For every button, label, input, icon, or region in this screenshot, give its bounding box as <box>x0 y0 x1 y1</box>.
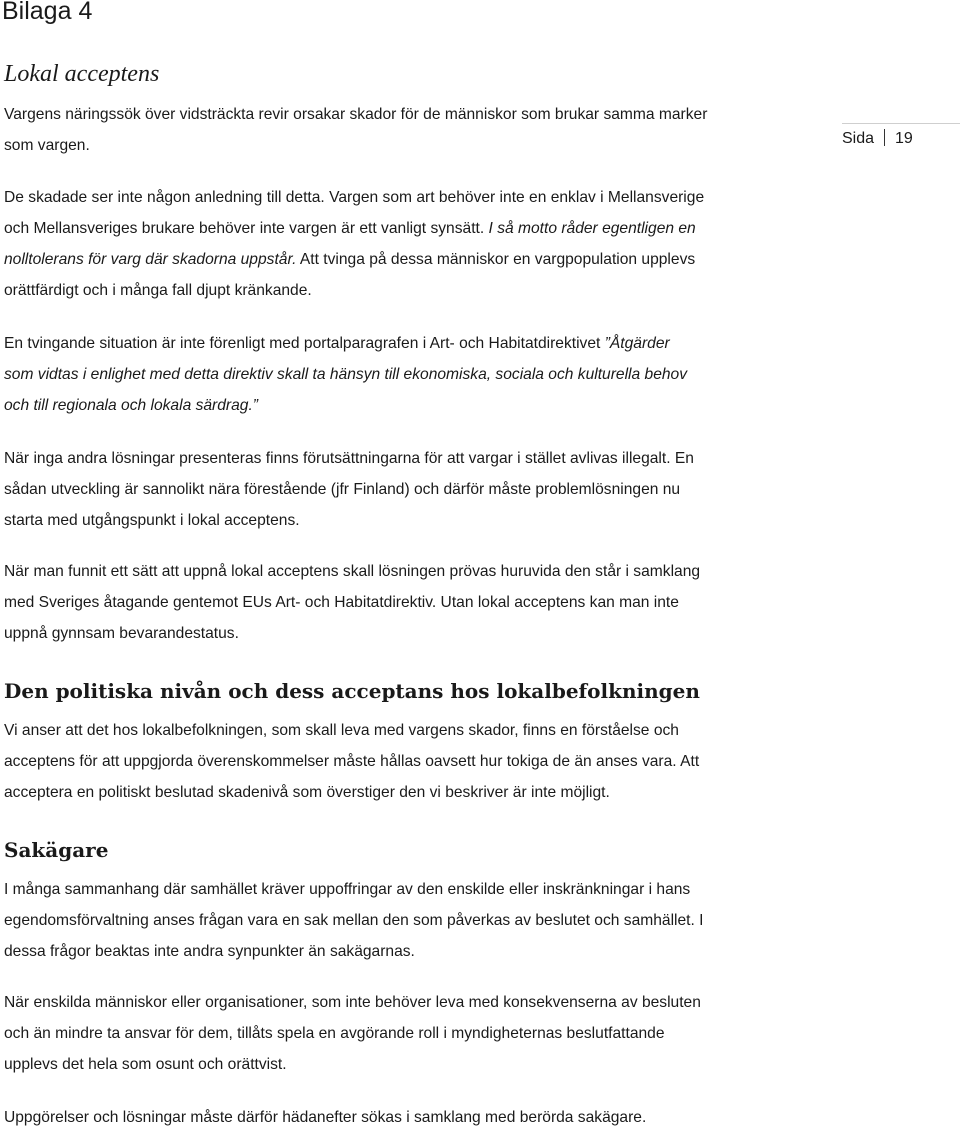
text-line: Uppgörelser och lösningar måste därför hädanefter sökas i samklang med berörda sakägare. <box>4 1109 647 1126</box>
paragraph <box>4 328 960 421</box>
text-line <box>4 213 960 244</box>
text-line: uppnå gynnsam bevarandestatus. <box>4 625 239 642</box>
italic-text: I så motto råder egentligen en <box>488 220 696 237</box>
text-line: De skadade ser inte någon anledning till detta. Vargen som art behöver inte en enklav i Mellansverige <box>4 189 705 206</box>
paragraph <box>4 874 960 967</box>
paragraph <box>4 182 960 306</box>
paragraph <box>4 99 830 161</box>
text-line: egendomsförvaltning anses frågan vara en sak mellan den som påverkas av beslutet och samhället. I <box>4 912 704 929</box>
text-line: starta med utgångspunkt i lokal acceptens. <box>4 512 300 529</box>
paragraph <box>4 443 960 536</box>
page-number: 19 <box>895 130 913 147</box>
text-line: acceptera en politiskt beslutad skadenivå som överstiger den vi beskriver är inte möjligt. <box>4 784 610 801</box>
section-title-lokal-acceptens: Lokal acceptens <box>4 61 160 87</box>
section-heading-politiska-nivan: Den politiska nivån och dess acceptans hos lokalbefolkningen <box>4 679 700 703</box>
text-line: sådan utveckling är sannolikt nära förestående (jfr Finland) och därför måste problemlösningen nu <box>4 481 681 498</box>
italic-text: som vidtas i enlighet med detta direktiv skall ta hänsyn till ekonomiska, sociala och kulturella behov <box>4 366 688 383</box>
text-line: acceptens för att uppgjorda överenskommelser måste hållas oavsett hur tokiga de än anses vara. Att <box>4 753 700 770</box>
paragraph <box>4 556 960 649</box>
text-line: När enskilda människor eller organisationer, som inte behöver leva med konsekvenserna av besluten <box>4 994 701 1011</box>
italic-text: nolltolerans för varg där skadorna uppstår. <box>4 251 297 268</box>
text-line: dessa frågor beaktas inte andra synpunkter än sakägarnas. <box>4 943 415 960</box>
text-line: Vargens näringssök över vidsträckta revir orsakar skador för de människor som brukar samma marker <box>4 106 708 123</box>
page-number-header <box>842 128 913 150</box>
text-line: med Sveriges åtagande gentemot EUs Art- och Habitatdirektiv. Utan lokal acceptens kan man inte <box>4 594 679 611</box>
section-heading-sakagare: Sakägare <box>4 838 109 862</box>
page-label: Sida <box>842 130 875 147</box>
paragraph <box>4 987 960 1080</box>
text-line <box>4 328 960 359</box>
text-line: och än mindre ta ansvar för dem, tillåts spela en avgörande roll i myndigheternas beslutfattande <box>4 1025 665 1042</box>
page-separator <box>884 129 885 146</box>
text-run: och Mellansveriges brukare behöver inte vargen är ett vanligt synsätt. <box>4 220 489 237</box>
text-line <box>4 244 960 275</box>
paragraph <box>4 715 960 808</box>
text-run: Att tvinga på dessa människor en vargpopulation upplevs <box>296 251 696 268</box>
text-line: När man funnit ett sätt att uppnå lokal acceptens skall lösningen prövas huruvida den står i samklang <box>4 563 701 580</box>
text-line: orättfärdigt och i många fall djupt kränkande. <box>4 282 312 299</box>
italic-text: och till regionala och lokala särdrag.” <box>4 397 258 414</box>
italic-text: ”Åtgärder <box>604 335 670 352</box>
text-line: som vargen. <box>4 137 90 154</box>
paragraph <box>4 1102 960 1133</box>
text-line: I många sammanhang där samhället kräver uppoffringar av den enskilde eller inskränkningar i hans <box>4 881 691 898</box>
text-run: En tvingande situation är inte förenligt med portalparagrafen i Art- och Habitatdirektivet <box>4 335 605 352</box>
page-title: Bilaga 4 <box>2 0 93 25</box>
text-line: Vi anser att det hos lokalbefolkningen, som skall leva med vargens skador, finns en förståelse och <box>4 722 679 739</box>
text-line: upplevs det hela som osunt och orättvist. <box>4 1056 287 1073</box>
header-rule <box>842 123 960 124</box>
text-line: När inga andra lösningar presenteras finns förutsättningarna för att vargar i stället avlivas illegalt. En <box>4 450 694 467</box>
